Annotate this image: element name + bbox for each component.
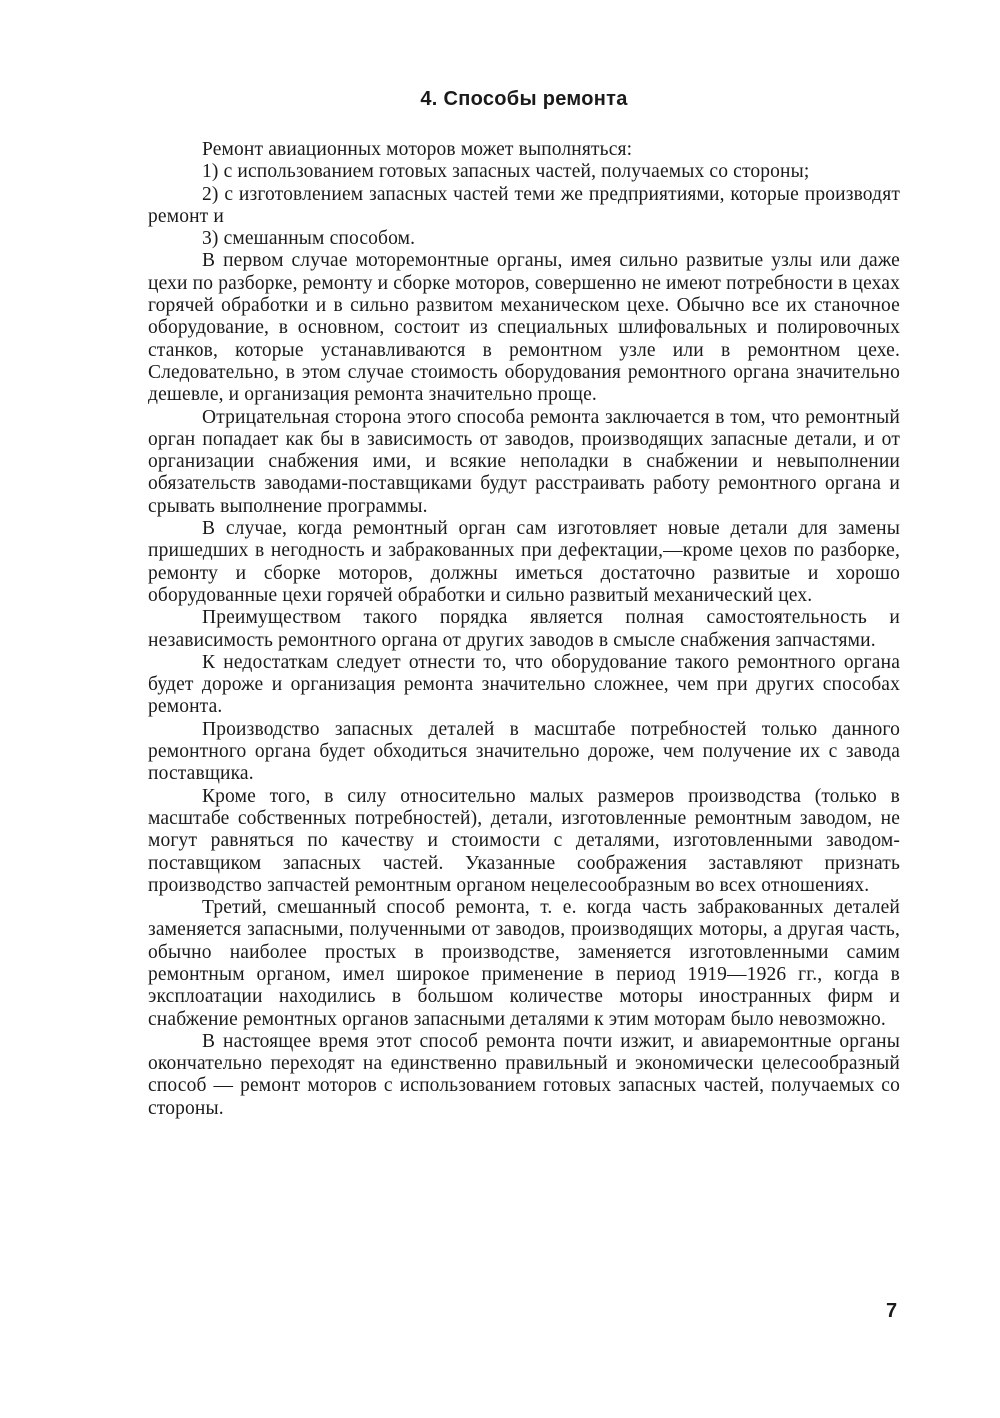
- paragraph: К недостаткам следует отнести то, что оборудование такого ремонтного органа будет дороже и организация ремонта значительно сложнее, чем при других способах ремонта.: [148, 651, 900, 718]
- section-title: 4. Способы ремонта: [420, 88, 628, 110]
- page-number: 7: [886, 1300, 898, 1322]
- paragraph: Третий, смешанный способ ремонта, т. е. когда часть забракованных деталей заменяется запасными, полученными от заводов, производящих моторы, а другая часть, обычно наиболее простых в производстве, заменяется изготовленными самим ремонтным органом, имел широкое применение в период 1919—1926 гг., когда в эксплоатации находились в большом количестве моторы иностранных фирм и снабжение ремонтных органов запасными деталями к этим моторам было невозможно.: [148, 897, 900, 1030]
- paragraph: Преимуществом такого порядка является полная самостоятельность и независимость ремонтного органа от других заводов в смысле снабжения запчастями.: [148, 607, 900, 651]
- paragraph: Кроме того, в силу относительно малых размеров производства (только в масштабе собственных потребностей), детали, изготовленные ремонтным заводом, не могут равняться по качеству и стоимости с деталями, изготовленными заводом-поставщиком запасных частей. Указанные соображения заставляют признать производство запчастей ремонтным органом нецелесообразным во всех отношениях.: [148, 785, 900, 896]
- paragraph-list-item-2: 2) с изготовлением запасных частей теми же предприятиями, которые производят ремонт и: [148, 183, 900, 227]
- paragraph: Отрицательная сторона этого способа ремонта заключается в том, что ремонтный орган попадает как бы в зависимость от заводов, производящих запасные детали, и от организации снабжения ими, и всякие неполадки в снабжении и невыполнении обязательств заводами-поставщиками будут расстраивать работу ремонтного органа и срывать выполнение программы.: [148, 406, 900, 517]
- page-content: [148, 88, 900, 1120]
- paragraph-list-item-1: 1) с использованием готовых запасных частей, получаемых со стороны;: [202, 161, 810, 183]
- paragraph: В первом случае моторемонтные органы, имея сильно развитые узлы или даже цехи по разборке, ремонту и сборке моторов, совершенно не имеют потребности в цехах горячей обработки и в сильно развитом механическом цехе. Обычно все их станочное оборудование, в основном, состоит из специальных шлифовальных и полировочных станков, которые устанавливаются в ремонтном узле или в ремонтном цехе. Следовательно, в этом случае стоимость оборудования ремонтного органа значительно дешевле, и организация ремонта значительно проще.: [148, 250, 900, 406]
- body-text: [148, 139, 900, 1120]
- paragraph-list-item-3: 3) смешанным способом.: [202, 228, 416, 250]
- paragraph: В настоящее время этот способ ремонта почти изжит, и авиаремонтные органы окончательно переходят на единственно правильный и экономически целесообразный способ — ремонт моторов с использованием готовых запасных частей, получаемых со стороны.: [148, 1030, 900, 1119]
- paragraph: В случае, когда ремонтный орган сам изготовляет новые детали для замены пришедших в негодность и забракованных при дефектации,—кроме цехов по разборке, ремонту и сборке моторов, должны иметься достаточно развитые и хорошо оборудованные цехи горячей обработки и сильно развитый механический цех.: [148, 518, 900, 606]
- paragraph: Производство запасных деталей в масштабе потребностей только данного ремонтного органа будет обходиться значительно дороже, чем получение их с завода поставщика.: [148, 718, 900, 785]
- paragraph-intro: Ремонт авиационных моторов может выполняться:: [202, 139, 633, 160]
